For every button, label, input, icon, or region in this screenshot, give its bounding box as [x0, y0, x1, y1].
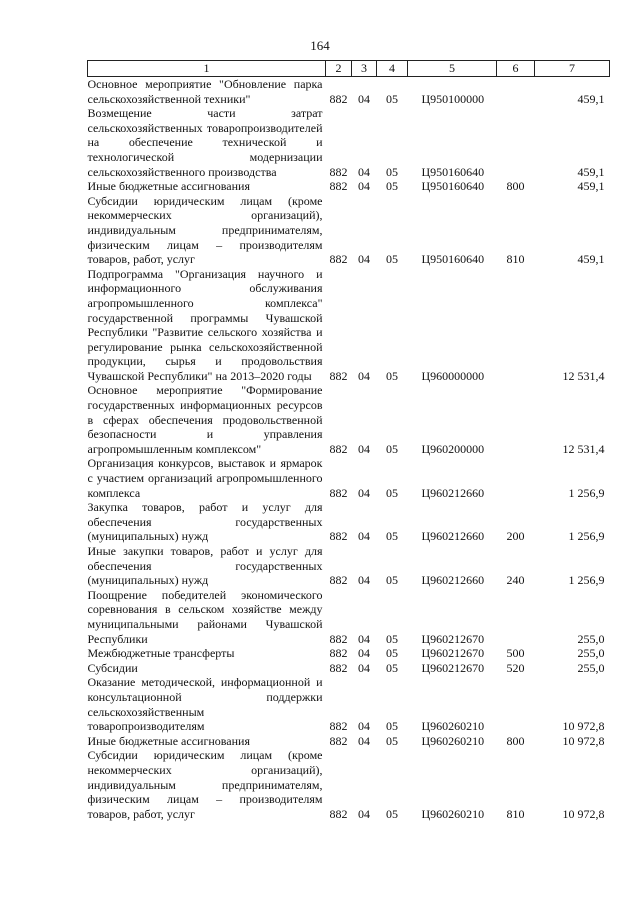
- table-row: [88, 675, 610, 733]
- cell-name: Возмещение части затрат сельскохозяйственных товаропроизводителей на обеспечение технической и технологической модернизации сельскохозяйственного производства: [87, 106, 323, 179]
- cell-vr: [497, 588, 535, 646]
- cell-name: Основное мероприятие "Обновление парка сельскохозяйственной техники": [87, 77, 323, 106]
- cell-vr: [497, 383, 535, 456]
- table-row: [88, 383, 610, 456]
- cell-vr: [497, 77, 535, 107]
- cell-sum: 12 531,4: [562, 368, 605, 383]
- cell-rz: 04: [358, 660, 370, 675]
- table-row: [88, 544, 610, 588]
- budget-table: [87, 60, 610, 821]
- cell-vr: 200: [506, 529, 525, 544]
- cell-csr: Ц960200000: [421, 441, 485, 456]
- cell-sum: 255,0: [577, 660, 605, 675]
- cell-vr: 800: [506, 733, 525, 748]
- cell-vr: 810: [506, 806, 525, 821]
- cell-vr: 240: [506, 573, 525, 588]
- cell-name: Основное мероприятие "Формирование государственных информационных ресурсов в сферах обеспечения продовольственной безопасности и управления агропромышленным комплексом": [87, 383, 323, 456]
- table-row: [88, 194, 610, 267]
- cell-vr: 500: [506, 646, 525, 661]
- header-row: [88, 61, 610, 77]
- cell-sum: 12 531,4: [562, 441, 605, 456]
- cell-sum: 10 972,8: [562, 806, 605, 821]
- cell-csr: Ц960212660: [421, 485, 485, 500]
- cell-csr: Ц960000000: [421, 368, 485, 383]
- table-body: [88, 77, 610, 822]
- cell-vr: [497, 675, 535, 733]
- cell-csr: Ц950100000: [421, 91, 485, 106]
- cell-name: Иные закупки товаров, работ и услуг для обеспечения государственных (муниципальных) нужд: [87, 544, 323, 588]
- cell-vr: [497, 456, 535, 500]
- cell-name: Иные бюджетные ассигнования: [87, 179, 250, 194]
- cell-rz: 04: [358, 631, 370, 646]
- cell-rz: 04: [358, 719, 370, 734]
- cell-csr: Ц950160640: [421, 164, 485, 179]
- cell-pr: 05: [386, 368, 398, 383]
- cell-rz: 04: [358, 91, 370, 106]
- column-header-name: 1: [88, 61, 326, 77]
- cell-csr: Ц960260210: [421, 806, 485, 821]
- cell-pr: 05: [386, 179, 398, 194]
- cell-sum: 1 256,9: [568, 529, 605, 544]
- page-number: 164: [310, 38, 330, 53]
- cell-gr: 882: [329, 252, 348, 267]
- cell-rz: 04: [358, 179, 370, 194]
- cell-pr: 05: [386, 441, 398, 456]
- cell-vr: 520: [506, 660, 525, 675]
- cell-sum: 459,1: [577, 252, 605, 267]
- cell-gr: 882: [329, 719, 348, 734]
- table-row: [88, 267, 610, 384]
- cell-pr: 05: [386, 529, 398, 544]
- column-header-gr: 2: [326, 61, 352, 77]
- column-header-rz: 3: [352, 61, 377, 77]
- cell-gr: 882: [329, 485, 348, 500]
- cell-csr: Ц960212670: [421, 631, 485, 646]
- cell-sum: 10 972,8: [562, 719, 605, 734]
- cell-csr: Ц960212670: [421, 660, 485, 675]
- column-header-csr: 5: [408, 61, 497, 77]
- cell-gr: 882: [329, 733, 348, 748]
- table-row: [88, 456, 610, 500]
- cell-csr: Ц960212660: [421, 573, 485, 588]
- cell-name: Субсидии юридическим лицам (кроме некоммерческих организаций), индивидуальным предпринимателям, физическим лицам – производителям товаров, работ, услуг: [87, 193, 323, 267]
- cell-csr: Ц960260210: [421, 719, 485, 734]
- cell-name: Межбюджетные трансферты: [87, 646, 235, 661]
- cell-name: Организация конкурсов, выставок и ярмарок с участием организаций агропромышленного комплекса: [87, 456, 323, 500]
- cell-rz: 04: [358, 529, 370, 544]
- table-row: [88, 500, 610, 544]
- cell-gr: 882: [329, 164, 348, 179]
- cell-name: Оказание методической, информационной и консультационной поддержки сельскохозяйственным товаропроизводителям: [87, 675, 323, 734]
- cell-sum: 459,1: [577, 164, 605, 179]
- cell-name: Поощрение победителей экономического соревнования в сельском хозяйстве между муниципальными районами Чувашской Республики: [87, 587, 323, 646]
- table-row: [88, 77, 610, 107]
- cell-vr: [497, 106, 535, 179]
- cell-pr: 05: [386, 485, 398, 500]
- cell-gr: 882: [329, 806, 348, 821]
- cell-rz: 04: [358, 573, 370, 588]
- cell-name: Субсидии: [87, 660, 138, 675]
- cell-gr: 882: [329, 573, 348, 588]
- cell-csr: Ц960212660: [421, 529, 485, 544]
- cell-gr: 882: [329, 631, 348, 646]
- column-header-sum: 7: [535, 61, 610, 77]
- cell-sum: 1 256,9: [568, 485, 605, 500]
- cell-name: Закупка товаров, работ и услуг для обеспечения государственных (муниципальных) нужд: [87, 500, 323, 544]
- cell-sum: 1 256,9: [568, 573, 605, 588]
- cell-gr: 882: [329, 660, 348, 675]
- table-row: [88, 588, 610, 646]
- cell-rz: 04: [358, 252, 370, 267]
- table-row: [88, 106, 610, 179]
- cell-pr: 05: [386, 573, 398, 588]
- cell-sum: 255,0: [577, 631, 605, 646]
- cell-pr: 05: [386, 646, 398, 661]
- cell-sum: 255,0: [577, 646, 605, 661]
- table-row: [88, 646, 610, 661]
- cell-name: Иные бюджетные ассигнования: [87, 733, 250, 748]
- cell-vr: 800: [506, 179, 525, 194]
- cell-pr: 05: [386, 631, 398, 646]
- cell-gr: 882: [329, 179, 348, 194]
- cell-rz: 04: [358, 164, 370, 179]
- cell-rz: 04: [358, 485, 370, 500]
- table-header: [88, 61, 610, 77]
- cell-rz: 04: [358, 646, 370, 661]
- table-row: [88, 748, 610, 821]
- cell-sum: 10 972,8: [562, 733, 605, 748]
- cell-vr: 810: [506, 252, 525, 267]
- cell-csr: Ц950160640: [421, 179, 485, 194]
- cell-csr: Ц960260210: [421, 733, 485, 748]
- cell-gr: 882: [329, 91, 348, 106]
- column-header-pr: 4: [377, 61, 408, 77]
- cell-rz: 04: [358, 441, 370, 456]
- cell-gr: 882: [329, 646, 348, 661]
- cell-sum: 459,1: [577, 91, 605, 106]
- cell-pr: 05: [386, 164, 398, 179]
- cell-gr: 882: [329, 441, 348, 456]
- cell-gr: 882: [329, 529, 348, 544]
- cell-gr: 882: [329, 368, 348, 383]
- cell-pr: 05: [386, 719, 398, 734]
- cell-rz: 04: [358, 806, 370, 821]
- cell-name: Подпрограмма "Организация научного и информационного обслуживания агропромышленного комплекса" государственной программы Чувашской Республики "Развитие сельского хозяйства и регулирование рынка сельскохозяйственной продукции, сырья и продовольствия Чувашской Республики" на 2013–2020 годы: [87, 266, 323, 383]
- cell-pr: 05: [386, 252, 398, 267]
- table-row: [88, 661, 610, 676]
- column-header-vr: 6: [497, 61, 535, 77]
- cell-name: Субсидии юридическим лицам (кроме некоммерческих организаций), индивидуальным предпринимателям, физическим лицам – производителям товаров, работ, услуг: [87, 748, 323, 821]
- table-row: [88, 179, 610, 194]
- cell-csr: Ц950160640: [421, 252, 485, 267]
- cell-pr: 05: [386, 660, 398, 675]
- cell-pr: 05: [386, 733, 398, 748]
- cell-pr: 05: [386, 806, 398, 821]
- cell-rz: 04: [358, 368, 370, 383]
- cell-csr: Ц960212670: [421, 646, 485, 661]
- table-row: [88, 734, 610, 749]
- cell-sum: 459,1: [577, 179, 605, 194]
- cell-vr: [497, 267, 535, 384]
- cell-pr: 05: [386, 91, 398, 106]
- cell-rz: 04: [358, 733, 370, 748]
